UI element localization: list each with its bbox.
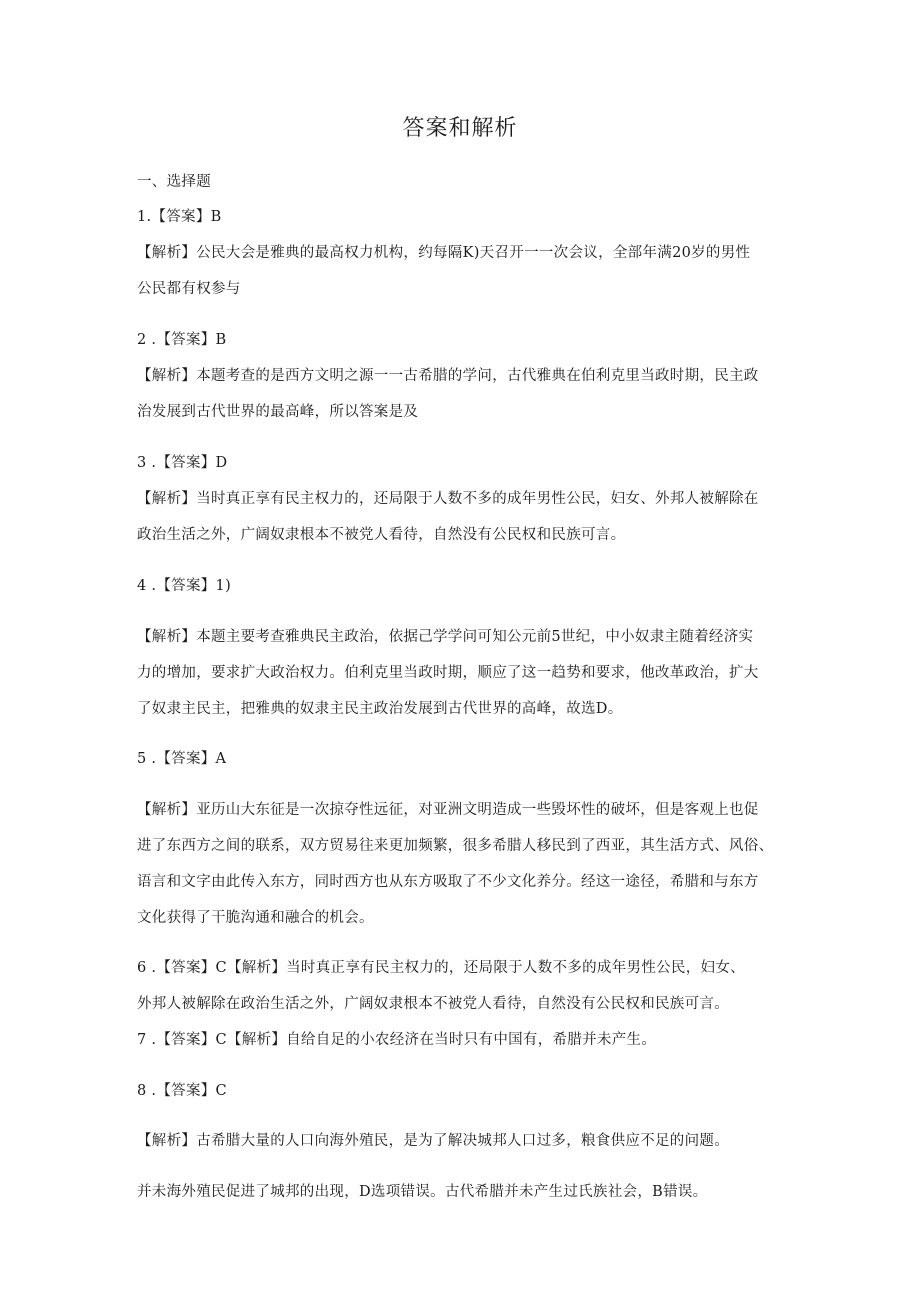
explanation-line: 了奴隶主民主，把雅典的奴隶主民主政治发展到古代世界的高峰，故选D。 bbox=[137, 701, 623, 717]
answer-line-5: 5 .【答案】A bbox=[137, 751, 227, 767]
explanation-line: 语言和文字由此传入东方，同时西方也从东方吸取了不少文化养分。经这一途径，希腊和与东方 bbox=[137, 874, 759, 890]
answer-line-7: 7 .【答案】C【解析】自给自足的小农经济在当时只有中国有，希腊并未产生。 bbox=[137, 1032, 657, 1048]
explanation-line: 【解析】古希腊大量的人口向海外殖民，是为了解决城邦人口过多，粮食供应不足的问题。 bbox=[137, 1133, 729, 1149]
explanation-line: 力的增加，要求扩大政治权力。伯利克里当政时期，顺应了这一趋势和要求，他改革政治，扩大 bbox=[137, 665, 759, 681]
explanation-line: 【解析】当时真正享有民主权力的，还局限于人数不多的成年男性公民，妇女、外邦人被解除在 bbox=[137, 491, 759, 507]
answer-line-3: 3 .【答案】D bbox=[137, 455, 228, 471]
answer-line-4: 4 .【答案】1) bbox=[137, 578, 232, 594]
explanation-line: 并未海外殖民促进了城邦的出现，D选项错误。古代希腊并未产生过氏族社会，B错误。 bbox=[137, 1184, 708, 1200]
page-title: 答案和解析 bbox=[402, 116, 518, 141]
explanation-line: 治发展到古代世界的最高峰，所以答案是及 bbox=[137, 404, 419, 420]
explanation-line: 【解析】亚历山大东征是一次掠夺性远征，对亚洲文明造成一些毁坏性的破坏，但是客观上也促 bbox=[137, 802, 759, 818]
explanation-line: 公民都有权参与 bbox=[137, 281, 241, 297]
answer-line-2: 2 .【答案】B bbox=[137, 332, 227, 348]
explanation-line: 【解析】本题主要考查雅典民主政治，依据己学学问可知公元前5世纪，中小奴隶主随着经济实 bbox=[137, 629, 754, 645]
section-heading: 一、选择题 bbox=[137, 174, 211, 190]
explanation-line: 文化获得了干脆沟通和融合的机会。 bbox=[137, 910, 374, 926]
explanation-line: 【解析】本题考查的是西方文明之源一一古希腊的学问，古代雅典在伯利克里当政时期，民主政 bbox=[137, 368, 759, 384]
answer-line-8: 8 .【答案】C bbox=[137, 1083, 227, 1099]
explanation-line: 政治生活之外，广阔奴隶根本不被党人看待，自然没有公民权和民族可言。 bbox=[137, 527, 626, 543]
explanation-line: 外邦人被解除在政治生活之外，广阔奴隶根本不被党人看待，自然没有公民权和民族可言。 bbox=[137, 996, 729, 1012]
answer-line-1: 1.【答案】B bbox=[137, 209, 222, 225]
explanation-line: 进了东西方之间的联系，双方贸易往来更加频繁，很多希腊人移民到了西亚，其生活方式、风俗、 bbox=[137, 838, 774, 854]
explanation-line: 【解析】公民大会是雅典的最高权力机构，约每隔K)天召开一一次会议，全部年满20岁的男性 bbox=[137, 245, 751, 261]
answer-line-6: 6 .【答案】C【解析】当时真正享有民主权力的，还局限于人数不多的成年男性公民，妇女、 bbox=[137, 960, 745, 976]
